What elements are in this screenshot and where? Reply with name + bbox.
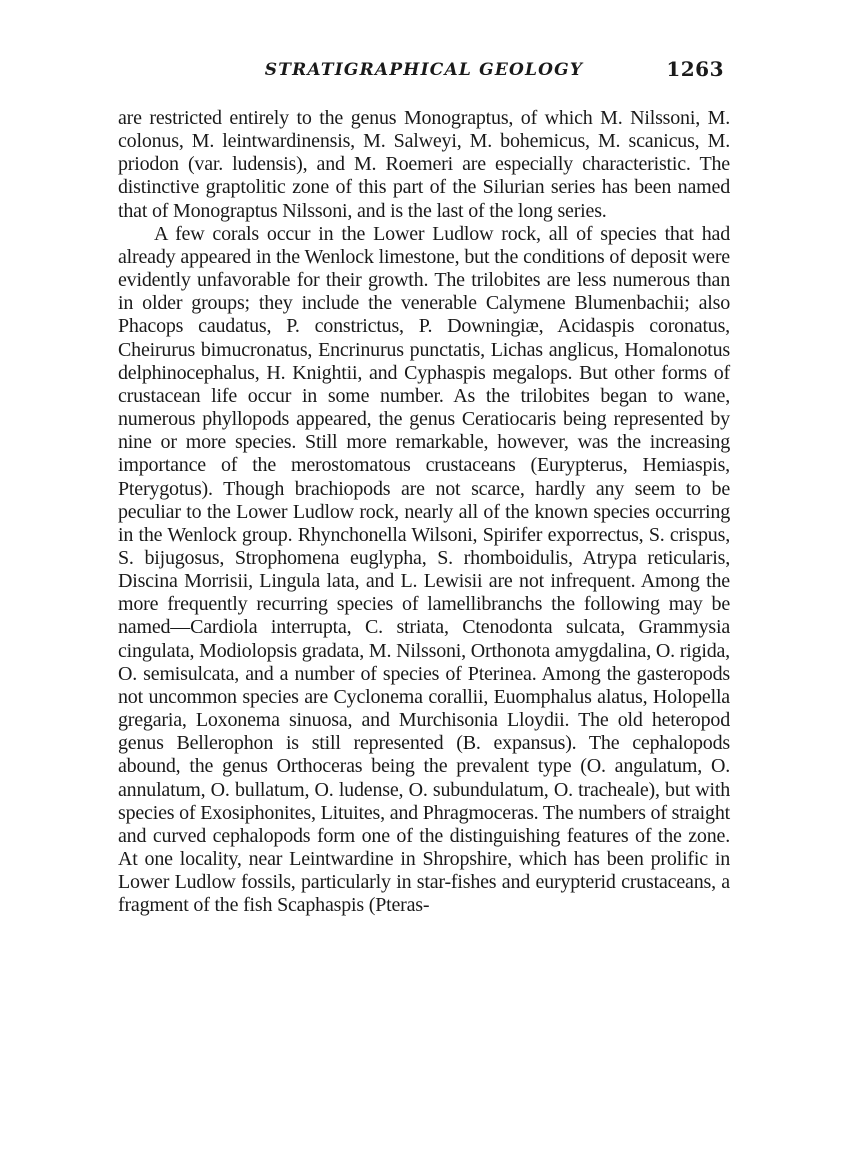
- paragraph-lower-ludlow-fossils: A few corals occur in the Lower Ludlow rock, all of species that had already appeared in the Wenlock limestone, but the conditions of deposit were evidently unfavorable for their growth. The trilobites are less numerous than in older groups; they include the venerable Calymene Blumenbachii; also Phacops caudatus, P. constrictus, P. Downingiæ, Acidaspis coronatus, Cheirurus bimucronatus, Encrinurus punctatis, Lichas anglicus, Homalonotus delphinocephalus, H. Knightii, and Cyphaspis megalops. But other forms of crustacean life occur in some number. As the trilobites began to wane, numerous phyllopods appeared, the genus Ceratiocaris being represented by nine or more species. Still more remarkable, however, was the increasing importance of the merostomatous crustaceans (Eurypterus, Hemiaspis, Pterygotus). Though brachiopods are not scarce, hardly any seem to be peculiar to the Lower Ludlow rock, nearly all of the known species occurring in the Wenlock group. Rhynchonella Wilsoni, Spirifer exporrectus, S. crispus, S. bijugosus, Strophomena euglypha, S. rhomboidulis, Atrypa reticularis, Discina Morrisii, Lingula lata, and L. Lewisii are not infrequent. Among the more frequently recurring species of lamellibranchs the following may be named—Cardiola interrupta, C. striata, Ctenodonta sulcata, Grammysia cingulata, Modiolopsis gradata, M. Nilssoni, Orthonota amygdalina, O. rigida, O. semisulcata, and a number of species of Pterinea. Among the gasteropods not uncommon species are Cyclonema corallii, Euomphalus alatus, Holopella gregaria, Loxonema sinuosa, and Murchisonia Lloydii. The old heteropod genus Bellerophon is still represented (B. expansus). The cephalopods abound, the genus Orthoceras being the prevalent type (O. angulatum, O. annulatum, O. bullatum, O. ludense, O. subundulatum, O. tracheale), but with species of Exosiphonites, Lituites, and Phragmoceras. The numbers of straight and curved cephalopods form one of the distinguishing features of the zone. At one locality, near Leintwardine in Shropshire, which has been prolific in Lower Ludlow fossils, particularly in star-fishes and eurypterid crustaceans, a fragment of the fish Scaphaspis (Pteras-: [118, 222, 730, 917]
- body-text: [118, 107, 730, 917]
- paragraph-continuation: are restricted entirely to the genus Monograptus, of which M. Nilssoni, M. colonus, M. leintwardinensis, M. Salweyi, M. bohemicus, M. scanicus, M. priodon (var. ludensis), and M. Roemeri are especially characteristic. The distinctive graptolitic zone of this part of the Silurian series has been named that of Monograptus Nilssoni, and is the last of the long series.: [118, 107, 730, 222]
- running-head: [118, 56, 730, 86]
- page-number: 1263: [666, 57, 724, 81]
- running-title: STRATIGRAPHICAL GEOLOGY: [264, 60, 584, 80]
